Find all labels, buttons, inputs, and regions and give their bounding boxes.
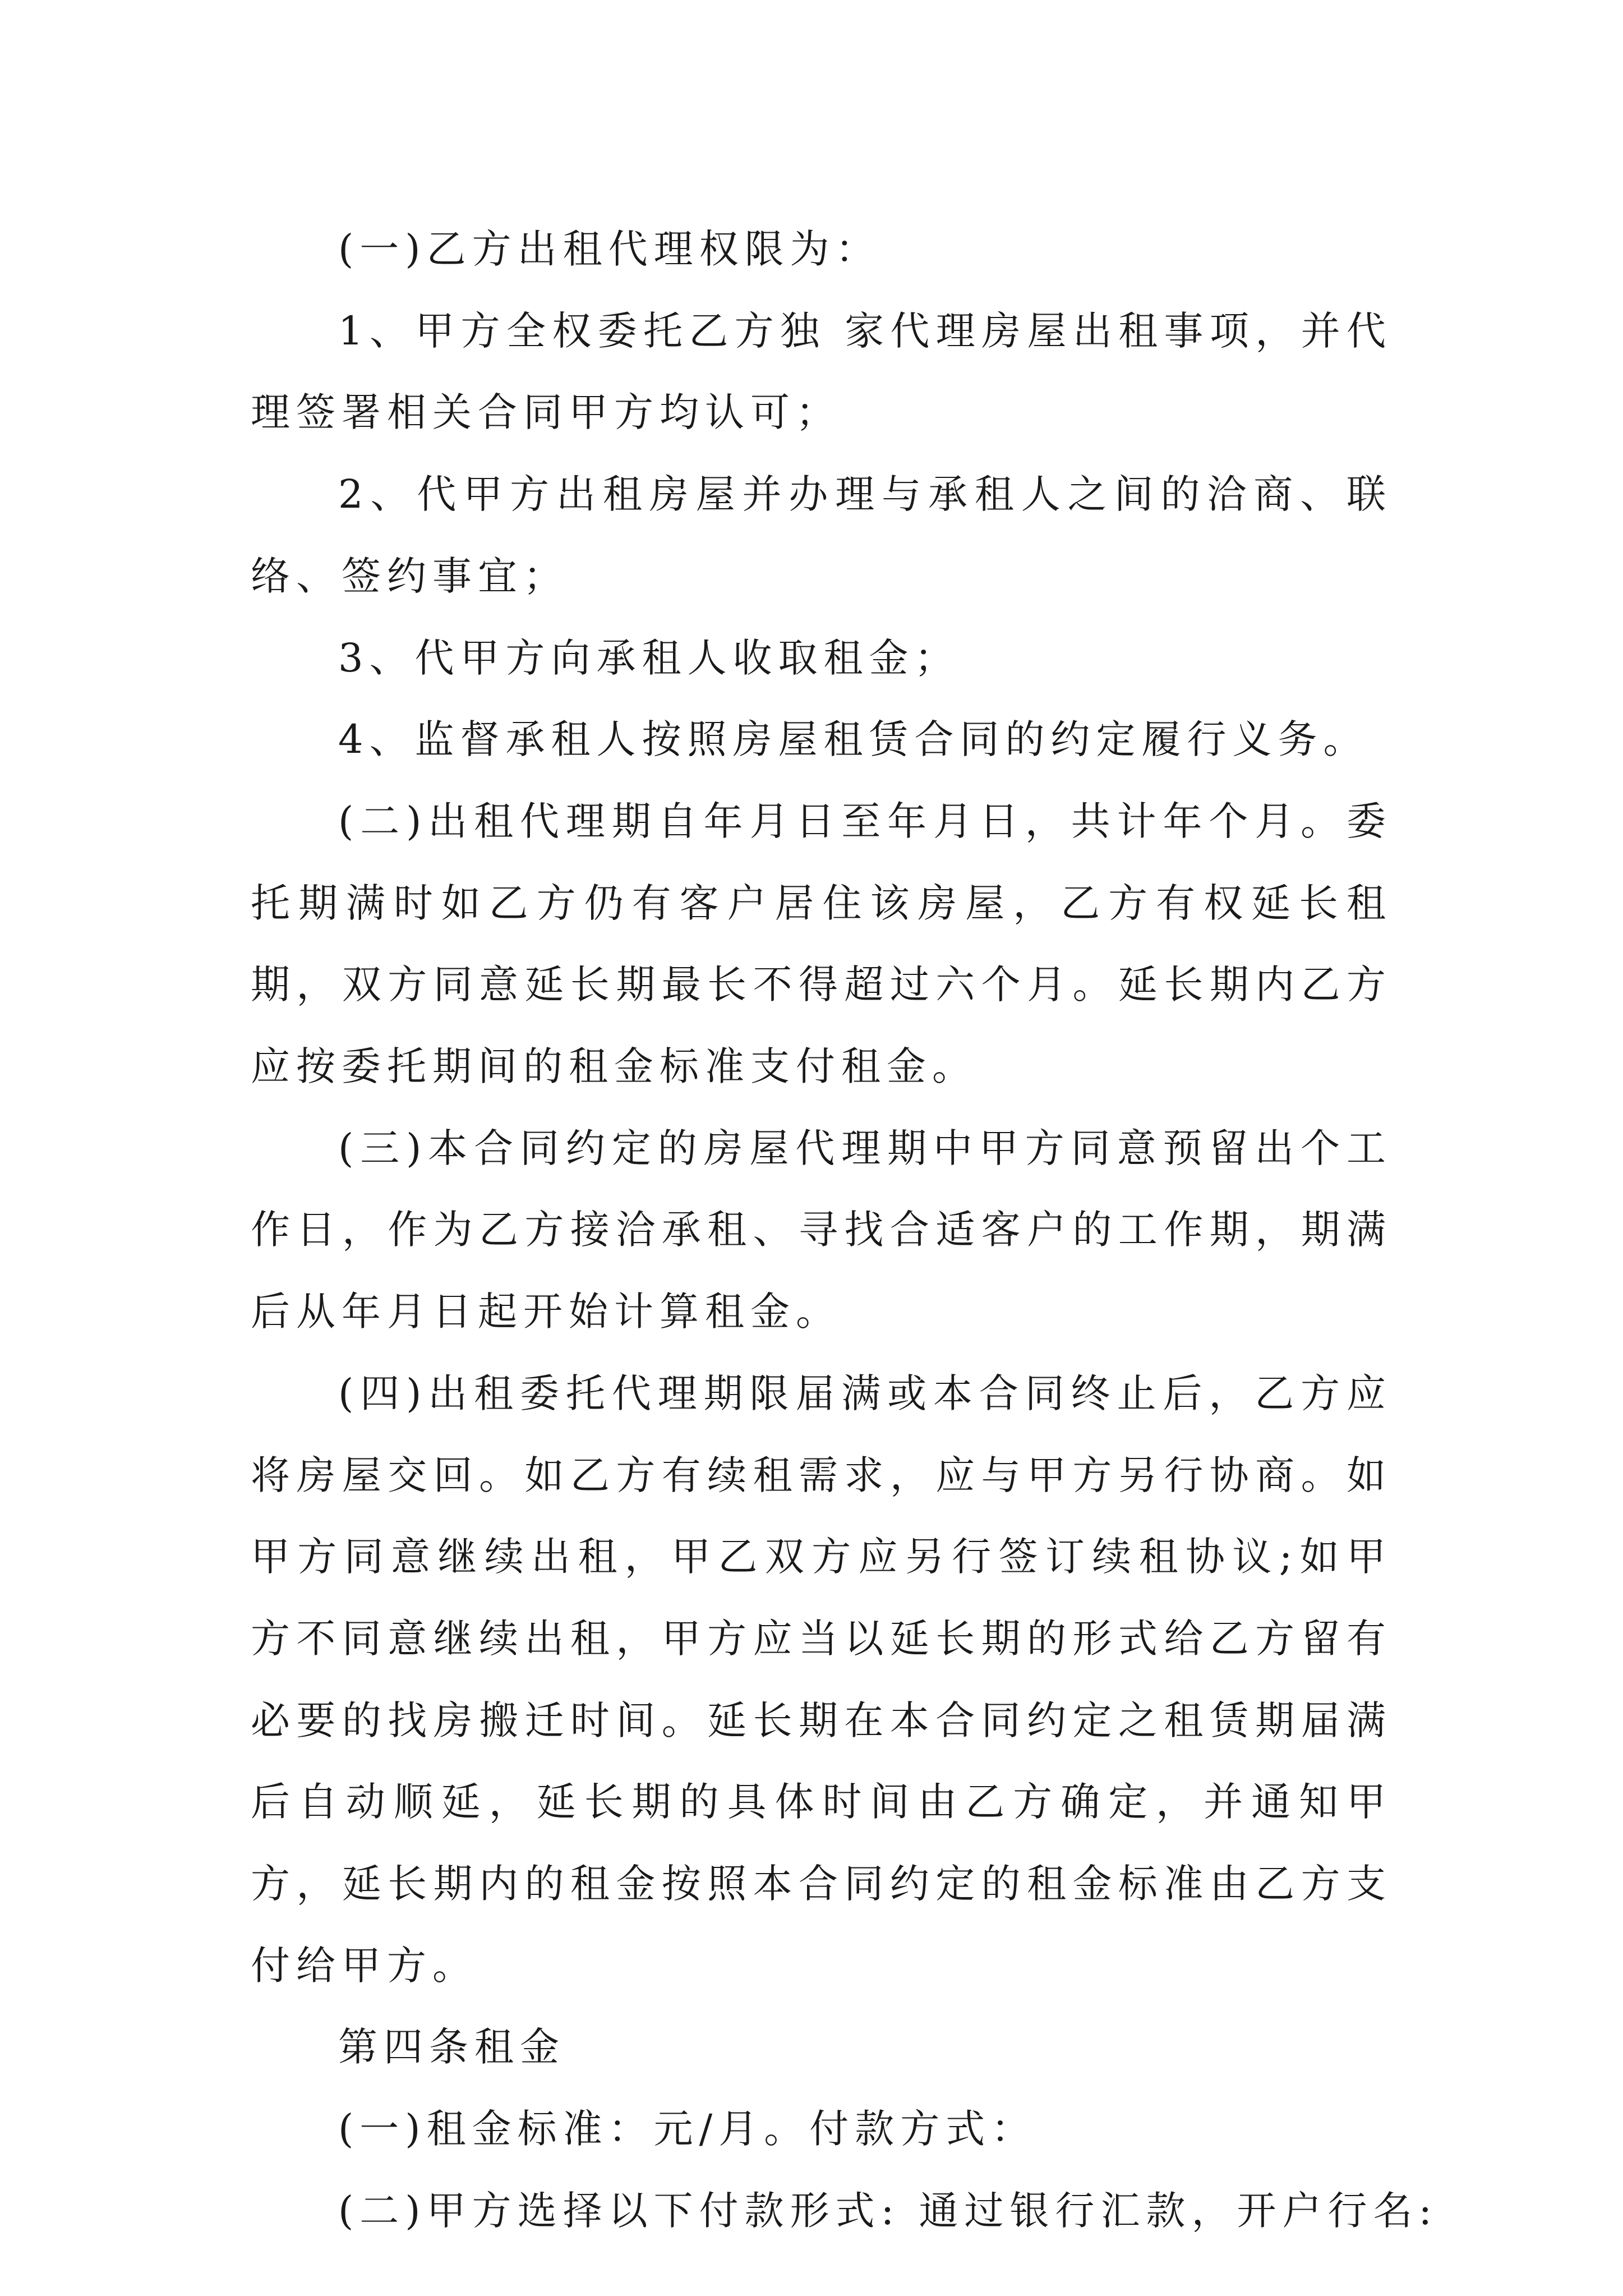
paragraph-rent-standard: (一)租金标准：元/月。付款方式： [338, 2106, 1037, 2152]
paragraph-item-1: 1、甲方全权委托乙方独 家代理房屋出租事项，并代理签署相关合同甲方均认可； [251, 307, 1392, 436]
paragraph-payment-form: (二)甲方选择以下付款形式: 通过银行汇款，开户行名: [338, 2187, 1438, 2234]
paragraph-item-4: 4、监督承租人按照房屋租赁合同的约定履行义务。 [338, 716, 1369, 763]
paragraph-reserved-workdays: (三)本合同约定的房屋代理期中甲方同意预留出个工作日，作为乙方接洽承租、寻找合适客户的工作期，期满后从年月日起开始计算租金。 [251, 1125, 1392, 1335]
section-heading-rent: 第四条租金 [338, 2024, 565, 2070]
paragraph-item-2: 2、代甲方出租房屋并办理与承租人之间的洽商、联络、签约事宜； [251, 471, 1392, 599]
paragraph-agency-scope-heading: (一)乙方出租代理权限为： [338, 226, 881, 272]
document-body [251, 209, 1438, 2252]
paragraph-agency-period: (二)出租代理期自年月日至年月日，共计年个月。委托期满时如乙方仍有客户居住该房屋，乙方有权延长租期，双方同意延长期最长不得超过六个月。延长期内乙方应按委托期间的租金标准支付租金。 [251, 798, 1392, 1090]
paragraph-item-3: 3、代甲方向承租人收取租金； [338, 634, 960, 681]
paragraph-expiry-terms: (四)出租委托代理期限届满或本合同终止后，乙方应将房屋交回。如乙方有续租需求，应与甲方另行协商。如甲方同意继续出租，甲乙双方应另行签订续租协议;如甲方不同意继续出租，甲方应当以延长期的形式给乙方留有必要的找房搬迁时间。延长期在本合同约定之租赁期届满后自动顺延，延长期的具体时间由乙方确定，并通知甲方，延长期内的租金按照本合同约定的租金标准由乙方支付给甲方。 [251, 1370, 1392, 1989]
